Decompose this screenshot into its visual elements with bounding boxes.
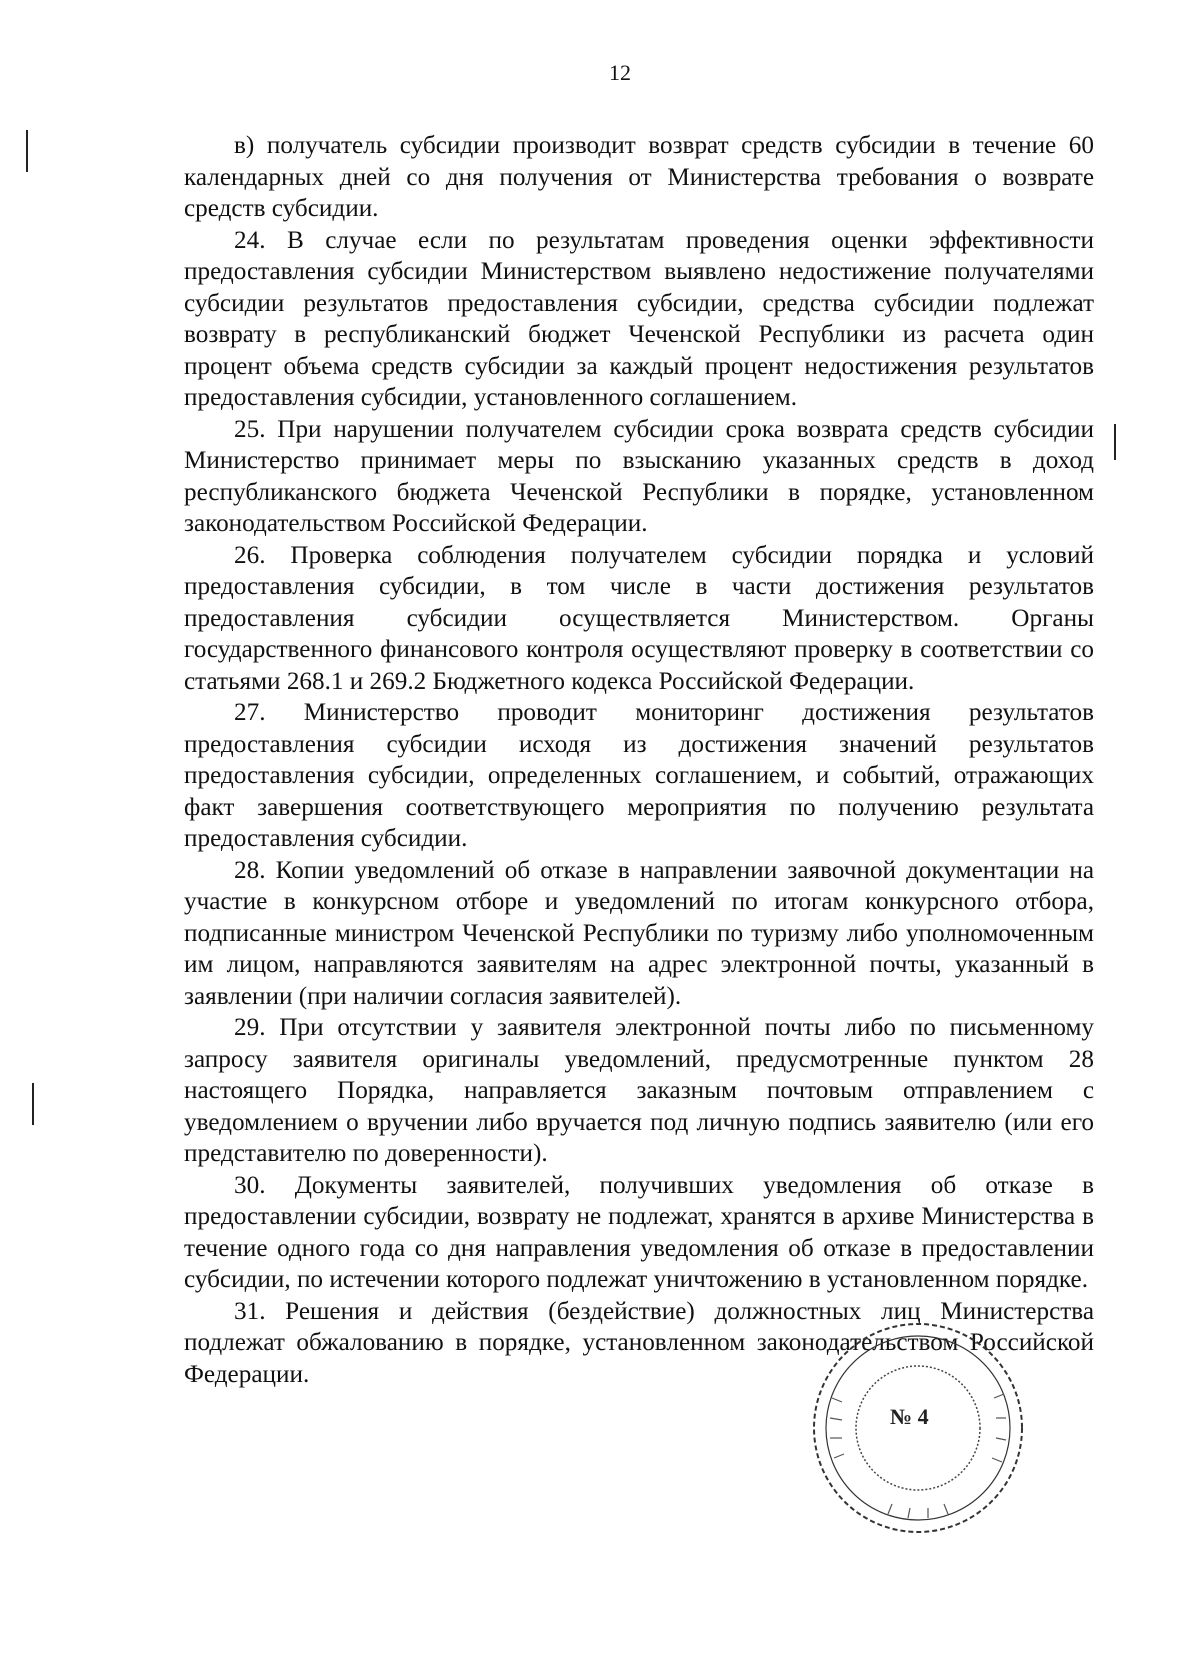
margin-mark-left-bottom [32, 1083, 34, 1125]
stamp-number: № 4 [890, 1404, 929, 1429]
paragraph-29: 29. При отсутствии у заявителя электронной почты либо по письменному запросу заявителя оригиналы уведомлений, предусмотренные пунктом 28 настоящего Порядка, направляется заказным почтовым отправлением с уведомлением о вручении либо вручается под личную подпись заявителю (или его представителю по доверенности). [184, 1014, 1094, 1167]
paragraph-v: в) получатель субсидии производит возврат средств субсидии в течение 60 календарных дней со дня получения от Министерства требования о возврате средств субсидии. [184, 132, 1094, 222]
paragraph-27: 27. Министерство проводит мониторинг достижения результатов предоставления субсидии исходя из достижения значений результатов предоставления субсидии, определенных соглашением, и событий, отражающих факт завершения соответствующего мероприятия по получению результата предоставления субсидии. [184, 699, 1094, 852]
margin-mark-left-top [26, 130, 28, 172]
paragraph-31: 31. Решения и действия (бездействие) должностных лиц Министерства подлежат обжалованию в порядке, установленном законодательством Российской Федерации. [184, 1297, 1094, 1388]
paragraph-25: 25. При нарушении получателем субсидии срока возврата средств субсидии Министерство принимает меры по взысканию указанных средств в доход республиканского бюджета Чеченской Республики в порядке, установленном законодательством Российской Федерации. [184, 415, 1094, 537]
page-number: 12 [609, 60, 631, 85]
margin-mark-right [1114, 424, 1116, 460]
paragraph-26: 26. Проверка соблюдения получателем субсидии порядка и условий предоставления субсидии, в том числе в части достижения результатов предоставления субсидии осуществляется Министерством. Органы государственного финансового контроля осуществляют проверку в соответствии со статьями 268.1 и 269.2 Бюджетного кодекса Российской Федерации. [184, 541, 1094, 695]
paragraph-30: 30. Документы заявителей, получивших уведомления об отказе в предоставлении субсидии, возврату не подлежат, хранятся в архиве Министерства в течение одного года со дня направления уведомления об отказе в предоставлении субсидии, по истечении которого подлежат уничтожению в установленном порядке. [184, 1171, 1094, 1293]
paragraph-24: 24. В случае если по результатам проведения оценки эффективности предоставления субсидии Министерством выявлено недостижение получателями субсидии результатов предоставления субсидии, средства субсидии подлежат возврату в республиканский бюджет Чеченской Республики из расчета один процент объема средств субсидии за каждый процент недостижения результатов предоставления субсидии, установленного соглашением. [184, 226, 1094, 411]
paragraph-28: 28. Копии уведомлений об отказе в направлении заявочной документации на участие в конкурсном отборе и уведомлений по итогам конкурсного отбора, подписанные министром Чеченской Республики по туризму либо уполномоченным им лицом, направляются заявителям на адрес электронной почты, указанный в заявлении (при наличии согласия заявителей). [184, 856, 1094, 1010]
document-body [184, 130, 1094, 1390]
official-stamp [808, 1318, 1028, 1538]
